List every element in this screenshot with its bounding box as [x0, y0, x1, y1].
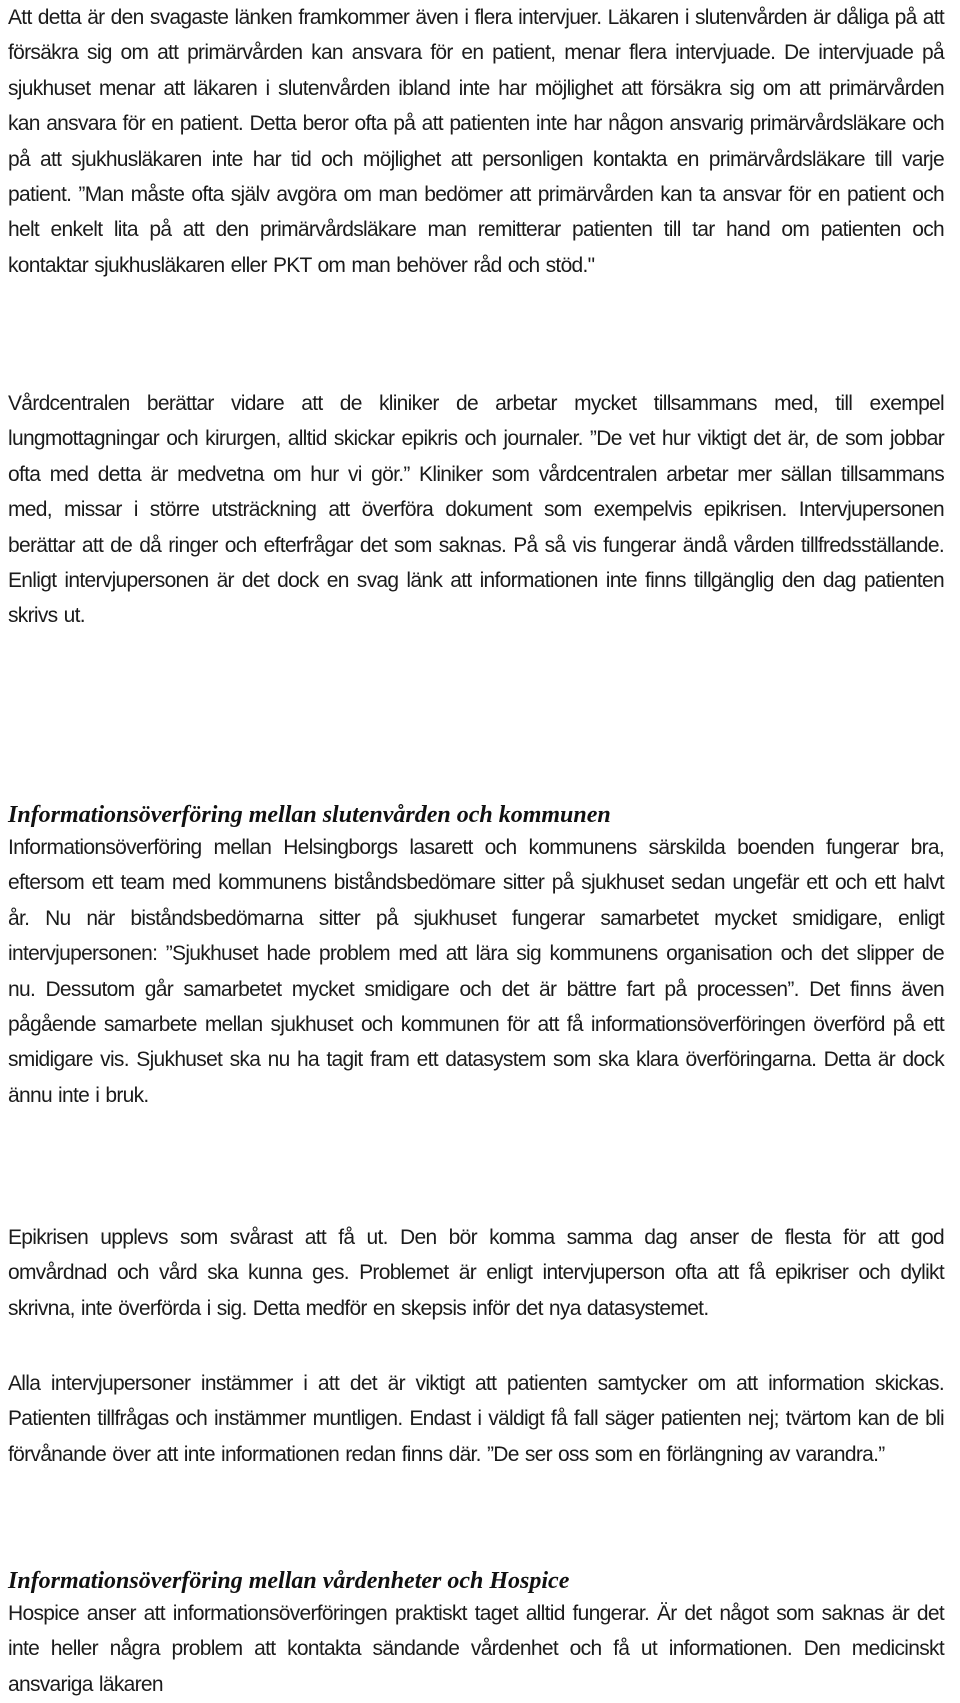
- paragraph-text: Att detta är den svagaste länken framkommer även i flera intervjuer. Läkaren i slutenvården är dåliga på att försäkra sig om att primärvården kan ansvara för en patient, menar flera intervjuade. De intervjuade på sjukhuset menar att läkaren i slutenvården ibland inte har möjlighet att försäkra sig om att primärvården kan ansvara för en patient. Detta beror ofta på att patienten inte har någon ansvarig primärvårdsläkare och på att sjukhusläkaren inte har tid och möjlighet att personligen kontakta en primärvårdsläkare till varje patient. ”Man måste ofta själv avgöra om man bedömer att primärvården kan ta ansvar för en patient och helt enkelt lita på att den primärvårdsläkare man remitterar patienten till tar hand om patienten och kontaktar sjukhusläkaren eller PKT om man behöver råd och stöd.": [8, 6, 944, 277]
- paragraph-text: Vårdcentralen berättar vidare att de kliniker de arbetar mycket tillsammans med, till exempel lungmottagningar och kirurgen, alltid skickar epikris och journaler. ”De vet hur viktigt det är, de som jobbar ofta med detta är medvetna om hur vi gör.” Kliniker som vårdcentralen arbetar mer sällan tillsammans med, missar i större utsträckning att överföra dokument som exempelvis epikrisen. Intervjupersonen berättar att de då ringer och efterfrågar det som saknas. På så vis fungerar ändå vården tillfredsställande. Enligt intervjupersonen är det dock en svag länk att informationen inte finns tillgänglig den dag patienten skrivs ut.: [8, 392, 944, 628]
- section-heading-hospice: [8, 1566, 944, 1596]
- paragraph-discharge-weak-link: [8, 0, 944, 283]
- paragraph-text: Epikrisen upplevs som svårast att få ut. Den bör komma samma dag anser de flesta för att god omvårdnad och vård ska kunna ges. Problemet är enligt intervjuperson ofta att få epikriser och dylikt skrivna, inte överförda i sig. Detta medför en skepsis inför det nya datasystemet.: [8, 1226, 944, 1320]
- paragraph-samtycke: [8, 1366, 944, 1472]
- section-heading: Informationsöverföring mellan vårdenheter och Hospice: [8, 1568, 570, 1594]
- paragraph-vardcentralen: [8, 386, 944, 634]
- paragraph-text: Informationsöverföring mellan Helsingborgs lasarett och kommunens särskilda boenden fungerar bra, eftersom ett team med kommunens biståndsbedömare sitter på sjukhuset sedan ungefär ett och ett halvt år. Nu när biståndsbedömarna sitter på sjukhuset fungerar samarbetet mycket smidigare, enligt intervjupersonen: ”Sjukhuset hade problem med att lära sig kommunens organisation och det slipper de nu. Dessutom går samarbetet mycket smidigare och det är bättre fart på processen”. Det finns även pågående samarbete mellan sjukhuset och kommunen för att få informationsöverföringen överförd på ett smidigare vis. Sjukhuset ska nu ha tagit fram ett datasystem som ska klara överföringarna. Detta är dock ännu inte i bruk.: [8, 836, 944, 1107]
- paragraph-epikrisen: [8, 1220, 944, 1326]
- section-heading: Informationsöverföring mellan slutenvården och kommunen: [8, 802, 611, 828]
- paragraph-text: Alla intervjupersoner instämmer i att det är viktigt att patienten samtycker om att information skickas. Patienten tillfrågas och instämmer muntligen. Endast i väldigt få fall säger patienten nej; tvärtom kan de bli förvånande över att inte informationen redan finns där. ”De ser oss som en förlängning av varandra.”: [8, 1372, 944, 1466]
- section-heading-kommunen: [8, 800, 944, 830]
- paragraph-hospice: [8, 1596, 944, 1702]
- paragraph-kommunen: [8, 830, 944, 1113]
- paragraph-text: Hospice anser att informationsöverföringen praktiskt taget alltid fungerar. Är det något som saknas är det inte heller några problem att kontakta sändande vårdenhet och få ut informationen. Den medicinskt ansvariga läkaren: [8, 1602, 944, 1696]
